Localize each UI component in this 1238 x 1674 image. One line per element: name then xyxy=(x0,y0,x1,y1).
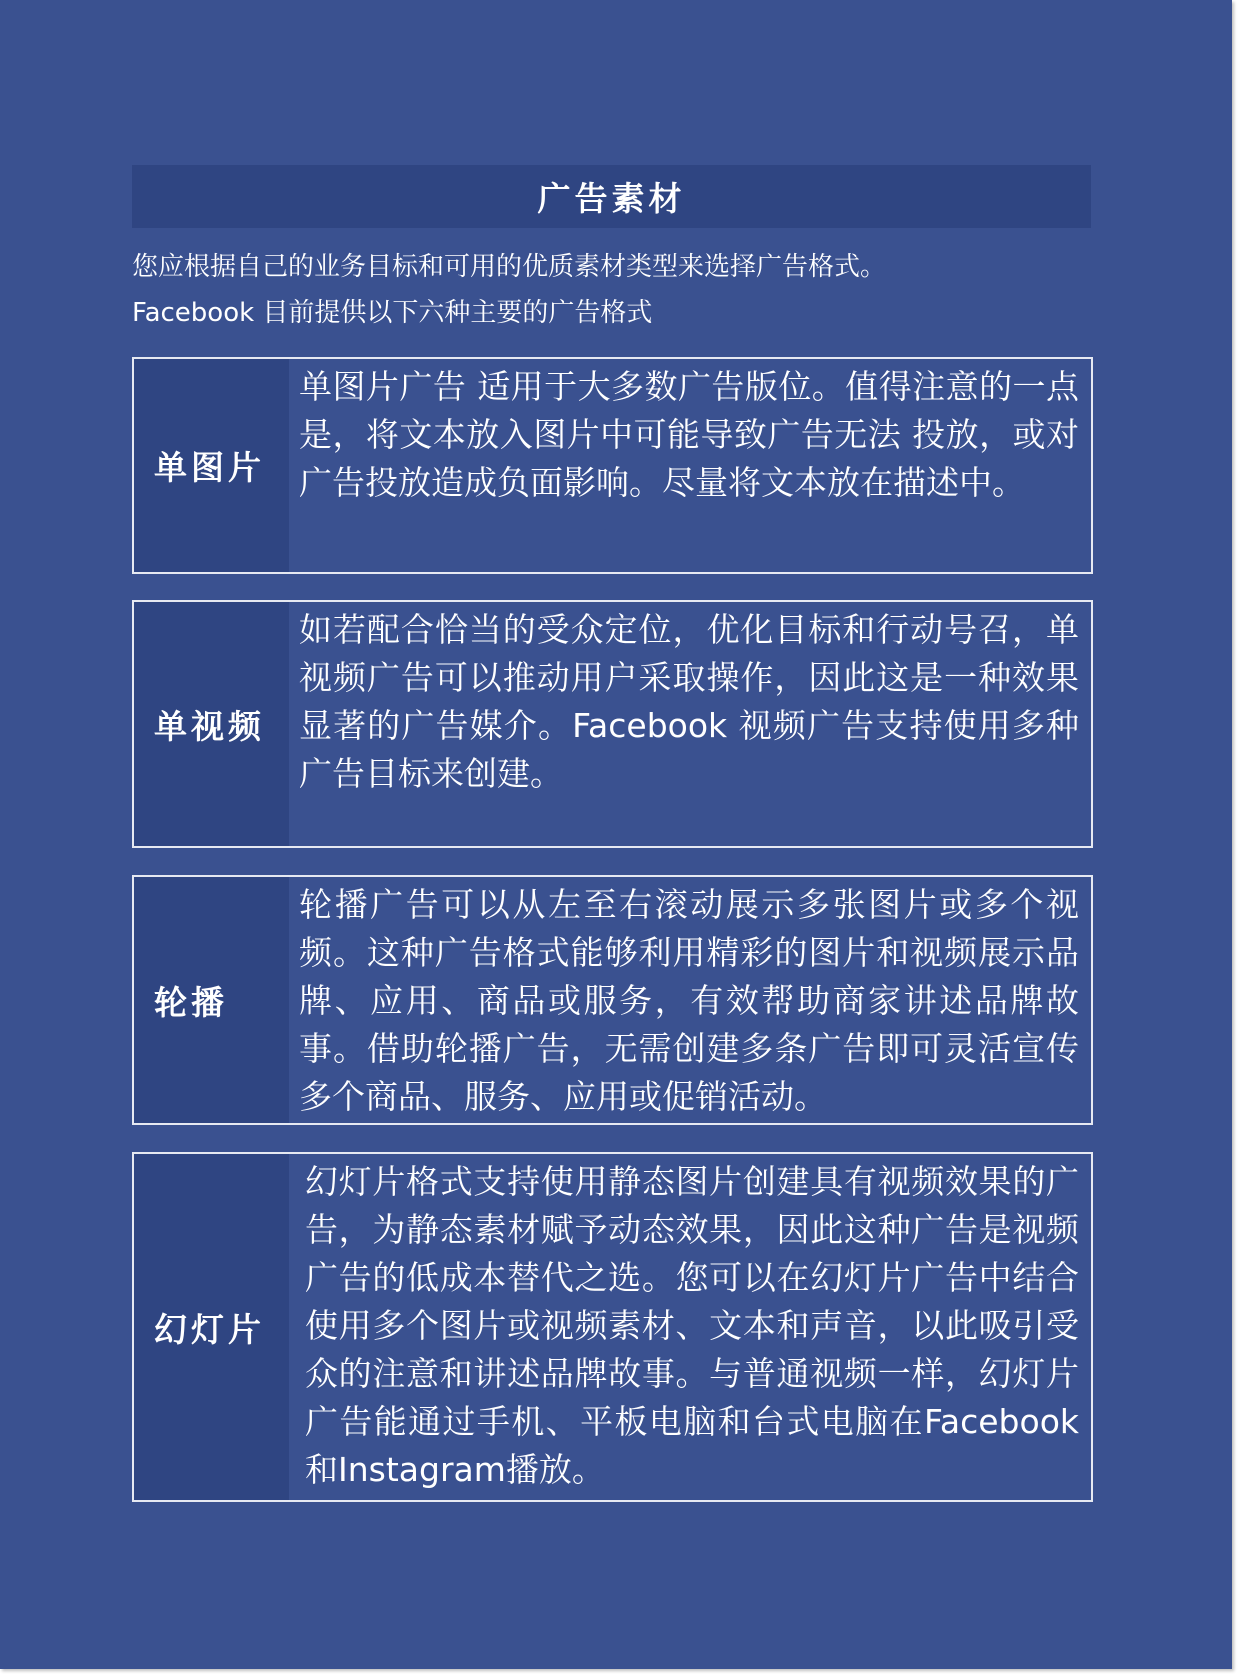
intro-line-2: Facebook 目前提供以下六种主要的广告格式 xyxy=(132,298,653,328)
format-card-carousel xyxy=(132,875,1093,1125)
format-description: 轮播广告可以从左至右滚动展示多张图片或多个视频。这种广告格式能够利用精彩的图片和视频展示品牌、应用、商品或服务，有效帮助商家讲述品牌故事。借助轮播广告，无需创建多条广告即可灵活宣传多个商品、服务、应用或促销活动。 xyxy=(299,885,1079,1116)
page-title: 广告素材 xyxy=(132,165,1091,228)
format-description: 单图片广告 适用于大多数广告版位。值得注意的一点是，将文本放入图片中可能导致广告无法 投放，或对广告投放造成负面影响。尽量将文本放在描述中。 xyxy=(299,367,1079,502)
format-card-single-image xyxy=(132,357,1093,574)
format-card-slideshow xyxy=(132,1152,1093,1502)
format-card-single-video xyxy=(132,600,1093,848)
format-description: 幻灯片格式支持使用静态图片创建具有视频效果的广告，为静态素材赋予动态效果，因此这种广告是视频广告的低成本替代之选。您可以在幻灯片广告中结合使用多个图片或视频素材、文本和声音，以此吸引受众的注意和讲述品牌故事。与普通视频一样，幻灯片广告能通过手机、平板电脑和台式电脑在Facebook和Instagram播放。 xyxy=(305,1162,1079,1489)
format-description: 如若配合恰当的受众定位，优化目标和行动号召，单视频广告可以推动用户采取操作，因此这是一种效果显著的广告媒介。Facebook 视频广告支持使用多种广告目标来创建。 xyxy=(299,610,1079,793)
format-label: 单图片 xyxy=(134,359,289,572)
intro-line-1: 您应根据自己的业务目标和可用的优质素材类型来选择广告格式。 xyxy=(132,252,887,282)
format-label: 单视频 xyxy=(134,602,289,846)
format-label: 轮播 xyxy=(134,877,289,1123)
format-label: 幻灯片 xyxy=(134,1154,289,1500)
